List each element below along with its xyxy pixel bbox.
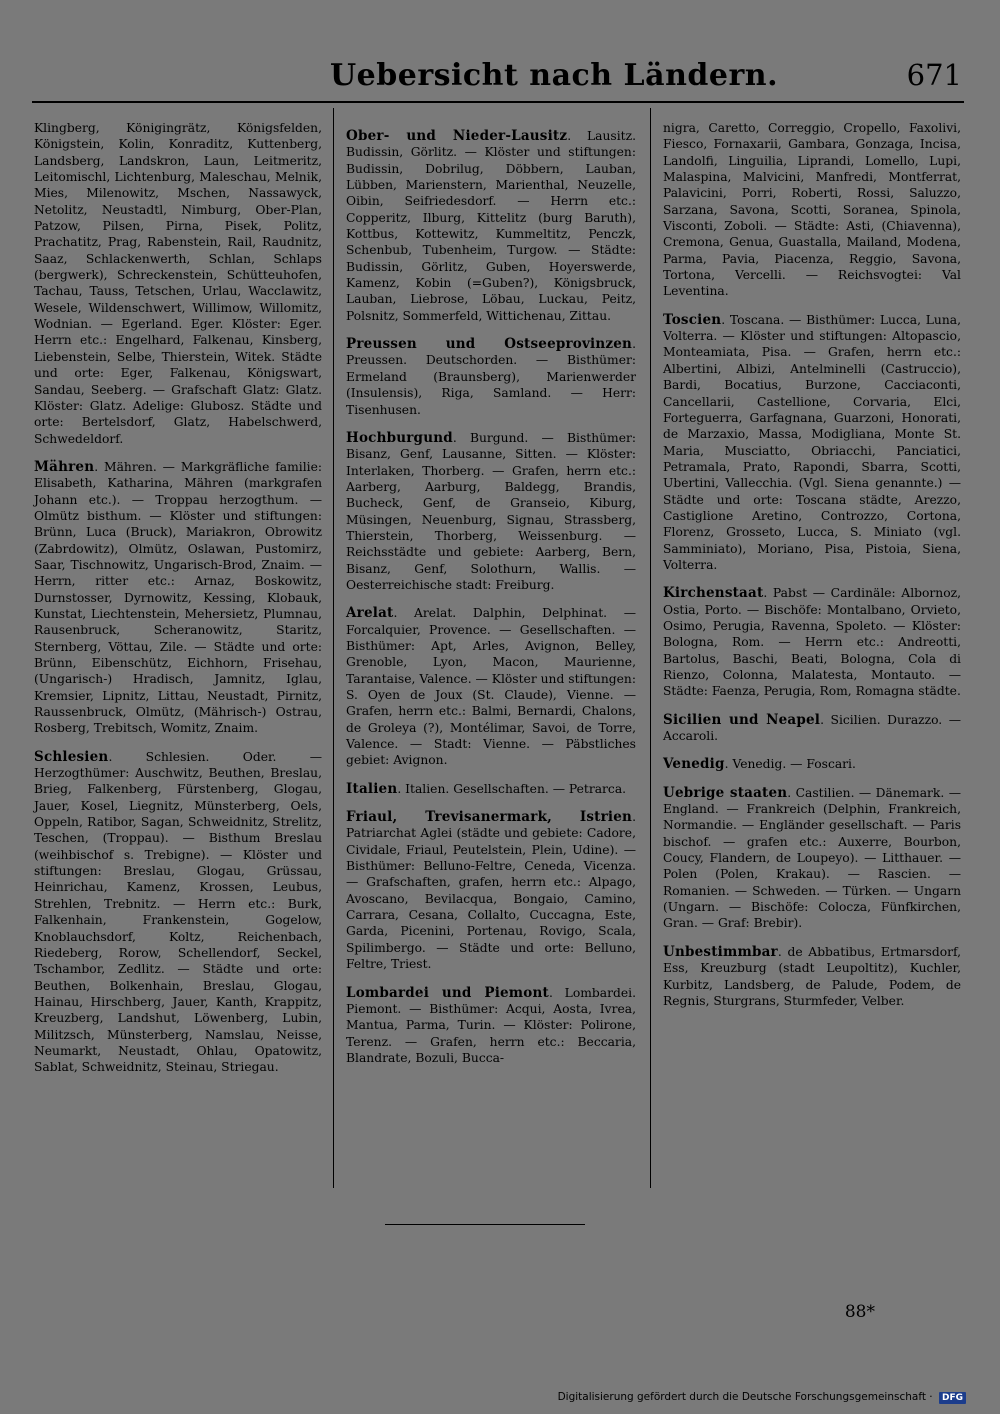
region-heading: Uebrige staaten — [663, 784, 788, 801]
column-divider — [333, 108, 334, 1188]
region-heading: Venedig — [663, 756, 725, 773]
region-heading: Friaul, Trevisanermark, Istrien — [346, 809, 633, 826]
entry-text: . Sicilien. Durazzo. — Accaroli. — [663, 712, 961, 744]
dfg-logo-icon: DFG — [939, 1392, 966, 1404]
entry-text: Klingberg, Königingrätz, Königsfelden, Königstein, Kolin, Konraditz, Kuttenberg, Landsberg, Landskron, Laun, Leitmeritz, Leitomischl, Lichtenburg, Maleschau, Melnik, Mies, Milenowitz, Mschen, Nassawyck, Netolitz, Neustadtl, Nimburg, Ober-Plan, Patzow, Pilsen, Pirna, Pisek, Politz, Prachatitz, Prag, Rabenstein, Rail, Raudnitz, Saaz, Schlackenwerth, Schlan, Schlaps (bergwerk), Schreckenstein, Schütteuhofen, Tachau, Tauss, Tetschen, Urlau, Wacclawitz, Wesele, Wildenschwert, Willimow, Willomitz, Wodnian. — Egerland. Eger. Klöster: Eger. Herrn etc.: Engelhard, Falkenau, Kinsberg, Liebenstein, Selbe, Thierstein, Witek. Städte und orte: Eger, Falkenau, Königswart, Sandau, Seeberg. — Grafschaft Glatz: Glatz. Klöster: Glatz. Adelige: Glubosz. Städte und orte: Bertelsdorf, Glatz, Habelschwerd, Schwedeldorf. — [34, 121, 322, 446]
text-column-3 — [663, 120, 961, 1009]
entry-text: . Mähren. — Markgräfliche familie: Elisabeth, Katharina, Mähren (markgrafen Johann etc.). — Troppau herzogthum. — Olmütz bisthum. — Klöster und stiftungen: Brünn, Luca (Bruck), Mariakron, Obrowitz (Zabrdowitz), Olmütz, Oslawan, Pustomirz, Saar, Tischnowitz, Ungarisch-Brod, Znaim. — Herrn, ritter etc.: Arnaz, Boskowitz, Durnstosser, Dyrnowitz, Kessing, Klobauk, Kunstat, Liechtenstein, Mehersietz, Plumnau, Rausenbruck, Scheranowitz, Staritz, Sternberg, Vöttau, Zile. — Städte und orte: Brünn, Eibenschütz, Eichhorn, Frisehau, (Ungarisch-) Hradisch, Jamnitz, Iglau, Kremsier, Lipnitz, Littau, Neustadt, Pirnitz, Raussenbruck, Olmütz, (Mährisch-) Ostrau, Rosberg, Trebitsch, Womitz, Znaim. — [34, 459, 322, 736]
page-title: Uebersicht nach Ländern. — [330, 58, 779, 93]
index-entry — [346, 985, 636, 1067]
index-entry — [663, 756, 961, 772]
region-heading: Hochburgund — [346, 429, 453, 446]
index-entry — [346, 336, 636, 418]
region-heading: Unbestimmbar — [663, 943, 778, 960]
index-entry — [663, 785, 961, 932]
text-column-1 — [34, 120, 322, 1076]
region-heading: Sicilien und Neapel — [663, 711, 821, 728]
index-entry — [34, 120, 322, 447]
index-entry — [346, 128, 636, 324]
index-entry — [663, 712, 961, 745]
region-heading: Lombardei und Piemont — [346, 984, 549, 1001]
index-entry — [663, 120, 961, 300]
index-entry — [34, 749, 322, 1076]
index-entry — [346, 605, 636, 768]
digitization-credit: Digitalisierung gefördert durch die Deutsche Forschungsgemeinschaft · DFG — [558, 1391, 966, 1404]
entry-text: . de Abbatibus, Ertmarsdorf, Ess, Kreuzburg (stadt Leupoltitz), Kuchler, Kurbitz, Landsberg, de Palude, Podem, de Regnis, Sturgrans, Sturmfeder, Velber. — [663, 944, 961, 1008]
index-entry — [663, 312, 961, 574]
entry-text: . Schlesien. Oder. — Herzogthümer: Auschwitz, Beuthen, Breslau, Brieg, Falkenberg, Fürstenberg, Glogau, Jauer, Kosel, Liegnitz, Münsterberg, Oels, Oppeln, Ratibor, Sagan, Schweidnitz, Strelitz, Teschen, (Troppau). — Bisthum Breslau (weihbischof s. Trebigne). — Klöster und stiftungen: Breslau, Glogau, Grüssau, Heinrichau, Kamenz, Krossen, Leubus, Strehlen, Trebnitz. — Herrn etc.: Burk, Falkenhain, Frankenstein, Gogelow, Knoblauchsdorf, Koltz, Reichenbach, Riedeberg, Rorow, Schellendorf, Seckel, Tschambor, Zedlitz. — Städte und orte: Beuthen, Bolkenhain, Breslau, Glogau, Hainau, Hirschberg, Jauer, Kanth, Krappitz, Kreuzberg, Landshut, Löwenberg, Lubin, Militzsch, Münsterberg, Namslau, Neisse, Neumarkt, Neustadt, Ohlau, Opatowitz, Sablat, Schweidnitz, Steinau, Striegau. — [34, 749, 322, 1075]
index-entry — [346, 809, 636, 972]
region-heading: Toscien — [663, 311, 722, 328]
region-heading: Mähren — [34, 458, 95, 475]
footer-rule — [385, 1224, 585, 1225]
entry-text: . Burgund. — Bisthümer: Bisanz, Genf, Lausanne, Sitten. — Klöster: Interlaken, Thorberg. — Grafen, herrn etc.: Aarberg, Aarburg, Baldegg, Brandis, Bucheck, Genf, de Granseio, Kiburg, Müsingen, Neuenburg, Signau, Strassberg, Thierstein, Thorberg, Weissenburg. — Reichsstädte und gebiete: Aarberg, Bern, Bisanz, Genf, Solothurn, Wallis. — Oesterreichische stadt: Freiburg. — [346, 430, 636, 592]
index-entry — [34, 459, 322, 737]
entry-text: nigra, Caretto, Correggio, Cropello, Faxolivi, Fiesco, Fornaxarii, Gambara, Gonzaga, Incisa, Landolfi, Linguilia, Liprandi, Lomello, Lupi, Malaspina, Malvicini, Manfredi, Montferrat, Palavicini, Porri, Roberti, Rossi, Saluzzo, Sarzana, Savona, Scotti, Soranea, Spinola, Visconti, Zoboli. — Städte: Asti, (Chiavenna), Cremona, Genua, Guastalla, Mailand, Modena, Parma, Pavia, Piacenza, Reggio, Savona, Tortona, Vercelli. — Reichsvogtei: Val Leventina. — [663, 121, 961, 299]
page-number: 671 — [906, 58, 962, 92]
entry-text: . Toscana. — Bisthümer: Lucca, Luna, Volterra. — Klöster und stiftungen: Altopascio, Monteamiata, Pisa. — Grafen, herrn etc.: Albertini, Albizi, Antelminelli (Castruccio), Bardi, Bocatius, Burzone, Cacciaconti, Cancellarii, Castellione, Corvaria, Elci, Forteguerra, Garfagnana, Guarzoni, Honorati, de Marzaxio, Massa, Modigliana, Monte St. Maria, Musciatto, Obriacchi, Panciatici, Petramala, Prato, Rapondi, Sbarra, Scotti, Ubertini, Vallecchia. (Vgl. Siena genannte.) — Städte und orte: Toscana städte, Arezzo, Castiglione Aretino, Controzzo, Cortona, Florenz, Grosseto, Lucca, S. Miniato (vgl. Samminiato), Moriano, Pisa, Pistoia, Siena, Volterra. — [663, 312, 961, 572]
entry-text: . Patriarchat Aglei (städte und gebiete: Cadore, Cividale, Friaul, Peutelstein, Plein, Udine). — Bisthümer: Belluno-Feltre, Ceneda, Vicenza. — Grafschaften, grafen, herrn etc.: Alpago, Avoscano, Bevilacqua, Bongaio, Camino, Carrara, Cesana, Collalto, Cuccagna, Este, Garda, Picenini, Portenau, Rovigo, Scala, Spilimbergo. — Städte und orte: Belluno, Feltre, Triest. — [346, 810, 636, 972]
entry-text: . Italien. Gesellschaften. — Petrarca. — [397, 781, 627, 796]
index-entry — [663, 585, 961, 699]
region-heading: Kirchenstaat — [663, 585, 764, 602]
entry-text: . Venedig. — Foscari. — [724, 757, 856, 772]
index-entry — [663, 944, 961, 1009]
region-heading: Preussen und Ostseeprovinzen — [346, 336, 633, 353]
region-heading: Ober- und Nieder-Lausitz — [346, 128, 568, 144]
index-entry — [346, 781, 636, 797]
index-entry — [346, 430, 636, 593]
region-heading: Schlesien — [34, 748, 109, 765]
region-heading: Italien — [346, 780, 398, 797]
region-heading: Arelat — [346, 605, 394, 622]
entry-text: . Lombardei. Piemont. — Bisthümer: Acqui, Aosta, Ivrea, Mantua, Parma, Turin. — Klöster: Polirone, Terenz. — Grafen, herrn etc.: Beccaria, Blandrate, Bozuli, Bucca- — [346, 985, 636, 1065]
entry-text: . Arelat. Dalphin, Delphinat. — Forcalquier, Provence. — Gesellschaften. — Bisthümer: Apt, Arles, Avignon, Belley, Grenoble, Lyon, Macon, Maurienne, Tarantaise, Valence. — Klöster und stiftungen: S. Oyen de Joux (St. Claude), Vienne. — Grafen, herrn etc.: Balmi, Bernardi, Chalons, de Groleya (?), Montélimar, Savoi, de Torre, Valence. — Stadt: Vienne. — Päbstliches gebiet: Avignon. — [346, 606, 636, 768]
signature-mark: 88* — [844, 1302, 875, 1322]
header-rule — [32, 101, 964, 103]
entry-text: . Preussen. Deutschorden. — Bisthümer: Ermeland (Braunsberg), Marienwerder (Insulensis), Riga, Samland. — Herr: Tisenhusen. — [346, 337, 636, 417]
text-column-2 — [346, 128, 636, 1066]
entry-text: . Pabst — Cardinäle: Albornoz, Ostia, Porto. — Bischöfe: Montalbano, Orvieto, Osimo, Perugia, Ravenna, Spoleto. — Klöster: Bologna, Rom. — Herrn etc.: Andreotti, Bartolus, Baschi, Beati, Bologna, Cola di Rienzo, Colonna, Malatesta, Montauto. — Städte: Faenza, Perugia, Rom, Romagna städte. — [663, 586, 961, 699]
column-divider — [650, 108, 651, 1188]
entry-text: . Castilien. — Dänemark. — England. — Frankreich (Delphin, Frankreich, Normandie. — Engländer gesellschaft. — Paris bischof. — grafen etc.: Auxerre, Bourbon, Coucy, Flandern, de Loupeyo). — Litthauer. — Polen (Polen, Krakau). — Rascien. — Romanien. — Schweden. — Türken. — Ungarn (Ungarn. — Bischöfe: Colocza, Fünfkirchen, Gran. — Graf: Brebir). — [663, 785, 961, 931]
entry-text: . Lausitz. Budissin, Görlitz. — Klöster und stiftungen: Budissin, Dobrilug, Döbbern, Lauban, Lübben, Marienstern, Marienthal, Neuzelle, Oibin, Seifriedesdorf. — Herrn etc.: Copperitz, Ilburg, Kittelitz (burg Baruth), Kottbus, Kottewitz, Kummeltitz, Penczk, Schenbub, Tubenheim, Turgow. — Städte: Budissin, Görlitz, Guben, Hoyerswerde, Kamenz, Kobin (=Guben?), Königsbruck, Lauban, Liebrose, Löbau, Luckau, Peitz, Polsnitz, Sommerfeld, Wittichenau, Zittau. — [346, 129, 636, 323]
credit-text: Digitalisierung gefördert durch die Deutsche Forschungsgemeinschaft — [557, 1391, 926, 1403]
